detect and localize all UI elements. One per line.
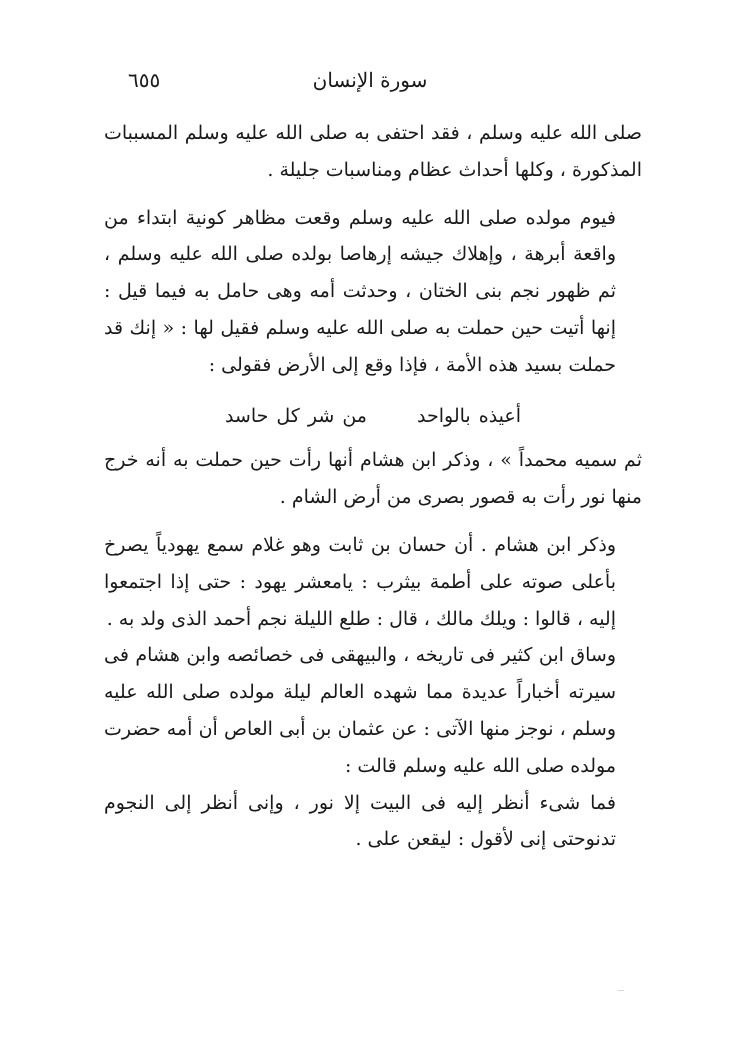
verse-first-half: أعيذه بالواحد	[417, 404, 522, 427]
paragraph-3: ثم سميه محمداً » ، وذكر ابن هشام أنها رأت حين حملت به أنه خرج منها نور رأت به قصور بصرى من أرض الشام .	[104, 449, 642, 509]
paragraph-4: وذكر ابن هشام . أن حسان بن ثابت وهو غلام سمع يهودياً يصرخ بأعلى صوته على أطمة بيثرب : يامعشر يهود : حتى إذا اجتمعوا إليه ، قالوا : ويلك مالك ، قال : طلع الليلة نجم أحمد الذى ولد به .	[104, 533, 616, 630]
page-header	[100, 62, 640, 102]
scan-speck	[618, 990, 624, 991]
paragraph-1: صلى الله عليه وسلم ، فقد احتفى به صلى الله عليه وسلم المسببات المذكورة ، وكلها أحداث عظام ومناسبات جليلة .	[104, 122, 642, 181]
page-body	[104, 115, 642, 858]
chapter-title: سورة الإنسان	[312, 68, 428, 92]
paragraph-5: وساق ابن كثير فى تاريخه ، والبيهقى فى خصائصه وابن هشام فى سيرته أخباراً عديدة مما شهده العالم ليلة مولده صلى الله عليه وسلم ، نوجز منها الآتى : عن عثمان بن أبى العاص أن أمه حضرت مولده صلى الله عليه وسلم قالت :	[104, 644, 616, 777]
verse-second-half: من شر كل حاسد	[224, 404, 367, 427]
paragraph-6: فما شىء أنظر إليه فى البيت إلا نور ، وإنى أنظر إلى النجوم تدنوحتى إنى لأقول : ليقعن على .	[104, 791, 616, 851]
poem-verse	[104, 398, 642, 435]
paragraph-2: فيوم مولده صلى الله عليه وسلم وقعت مظاهر كونية ابتداء من واقعة أبرهة ، وإهلاك جيشه إرهاصا بولده صلى الله عليه وسلم ، ثم ظهور نجم بنى الختان ، وحدثت أمه وهى حامل به فيما قيل : إنها أتيت حين حملت به صلى الله عليه وسلم فقيل لها : « إنك قد حملت بسيد هذه الأمة ، فإذا وقع إلى الأرض فقولى :	[104, 206, 616, 376]
page-number: ٦٥٥	[128, 68, 161, 92]
